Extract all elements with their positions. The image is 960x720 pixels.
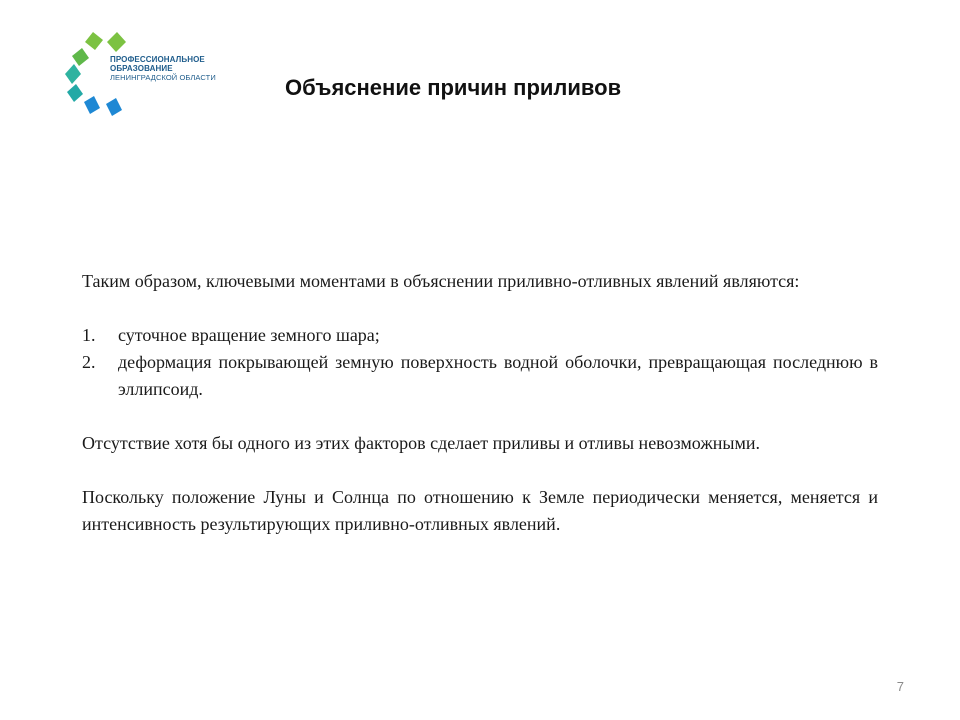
slide-body — [82, 268, 878, 538]
list-item-text: суточное вращение земного шара; — [118, 325, 380, 345]
slide-title: Объяснение причин приливов — [285, 75, 622, 100]
second-paragraph: Отсутствие хотя бы одного из этих факторов сделает приливы и отливы невозможными. — [82, 433, 761, 453]
list-item — [82, 322, 878, 349]
third-paragraph: Поскольку положение Луны и Солнца по отношению к Земле периодически меняется, меняется и интенсивность результирующих приливно-отливных явлений. — [82, 487, 878, 534]
list-item-number: 2. — [82, 352, 96, 372]
logo-line-2: ОБРАЗОВАНИЕ — [110, 64, 173, 73]
logo — [62, 30, 242, 122]
list-item-number: 1. — [82, 325, 96, 345]
logo-text — [110, 55, 216, 82]
list-item — [82, 349, 878, 403]
page-number: 7 — [896, 679, 904, 694]
logo-line-1: ПРОФЕССИОНАЛЬНОЕ — [110, 55, 205, 64]
key-points-list — [82, 322, 878, 403]
list-item-text: деформация покрывающей земную поверхность водной оболочки, превращающая последнюю в эллипсоид. — [118, 352, 878, 399]
intro-paragraph: Таким образом, ключевыми моментами в объяснении приливно-отливных явлений являются: — [82, 271, 800, 291]
logo-line-3: ЛЕНИНГРАДСКОЙ ОБЛАСТИ — [110, 73, 216, 82]
